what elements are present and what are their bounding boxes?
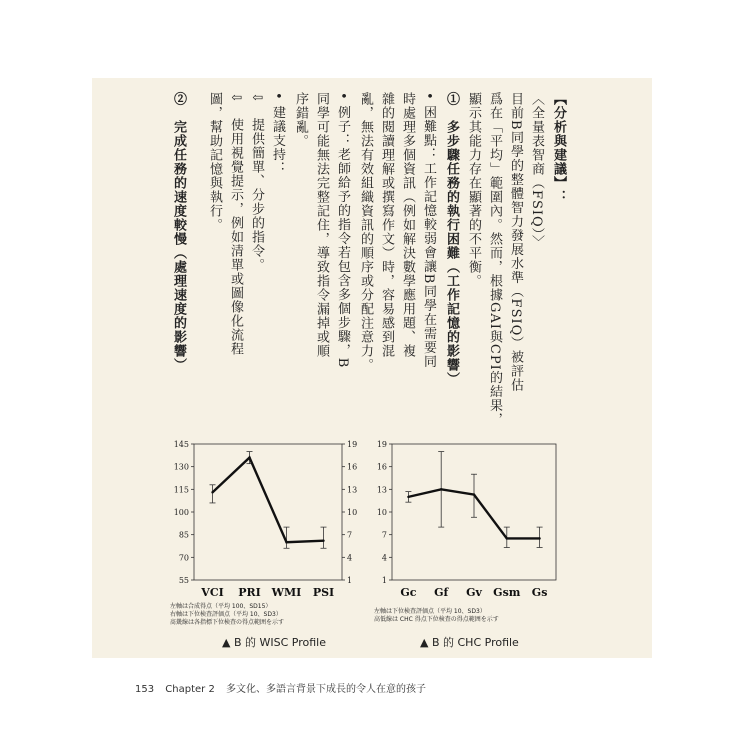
data-point bbox=[440, 488, 442, 490]
text-column-2: 〈全量表智商（FSIQ）〉 bbox=[528, 92, 544, 250]
text-column-1: 【分析與建議】： bbox=[550, 92, 566, 204]
data-point bbox=[407, 496, 409, 498]
text-column-7: • 困難點：工作記憶較弱會讓B同學在需要同 bbox=[420, 92, 436, 369]
text-column-5: 顯示其能力存在顯著的不平衡。 bbox=[465, 92, 481, 288]
right-tick-label: 7 bbox=[347, 530, 353, 540]
right-tick-label: 16 bbox=[347, 462, 358, 472]
left-tick-label: 130 bbox=[173, 462, 189, 472]
data-point bbox=[285, 541, 287, 543]
text-column-16: ⇩ 使用視覺提示，例如清單或圖像化流程 bbox=[227, 92, 243, 356]
page-footer bbox=[135, 680, 434, 695]
category-label: Gs bbox=[531, 586, 548, 599]
left-tick-label: 19 bbox=[376, 440, 387, 449]
right-tick-label: 4 bbox=[347, 553, 353, 563]
text-column-12: 同學可能無法完整記住，導致指令漏掉或順 bbox=[313, 92, 329, 358]
category-label: Gsm bbox=[493, 586, 521, 599]
chapter-label: Chapter 2 bbox=[165, 684, 215, 695]
left-tick-label: 1 bbox=[381, 576, 387, 585]
vertical-text-block bbox=[150, 92, 570, 432]
plot-frame bbox=[194, 444, 342, 580]
wisc-note-3: 髙㡬線は各指標下位検査の得点範囲を示す bbox=[170, 618, 285, 626]
text-column-10: 亂，無法有效組織資訊的順序或分配注意力。 bbox=[357, 92, 373, 372]
text-column-3: 目前B同學的整體智力發展水準（FSIQ）被評估 bbox=[507, 92, 523, 393]
text-column-11: • 例子：老師給予的指令若包含多個步驟，B bbox=[334, 92, 350, 369]
left-tick-label: 55 bbox=[178, 576, 189, 585]
category-label: Gc bbox=[400, 586, 417, 599]
text-column-17: 圖，幫助記憶與執行。 bbox=[206, 92, 222, 232]
data-point bbox=[322, 540, 324, 542]
wisc-caption: ▲ B 的 WISC Profile bbox=[222, 636, 326, 649]
left-tick-label: 13 bbox=[376, 485, 387, 495]
left-tick-label: 100 bbox=[173, 508, 189, 517]
category-label: Gv bbox=[466, 586, 482, 599]
data-point bbox=[473, 493, 475, 495]
left-tick-label: 4 bbox=[381, 553, 387, 563]
right-tick-label: 10 bbox=[347, 508, 358, 517]
chapter-title: 多文化、多語言背景下成長的令人在意的孩子 bbox=[226, 684, 426, 695]
chc-chart bbox=[372, 436, 562, 606]
text-column-18: ② 完成任務的速度較慢（處理速度的影響） bbox=[170, 92, 186, 372]
text-column-13: 序錯亂。 bbox=[292, 92, 308, 148]
wisc-note-1: 左軸は合成得点（平均 100、SD15） bbox=[170, 603, 272, 610]
data-point bbox=[506, 537, 508, 539]
chc-chart-svg bbox=[372, 436, 562, 606]
text-column-6: ① 多步驟任務的執行困難（工作記憶的影響） bbox=[443, 92, 459, 386]
right-tick-label: 13 bbox=[347, 485, 358, 495]
left-tick-label: 10 bbox=[376, 508, 387, 517]
category-label: PSI bbox=[312, 586, 335, 599]
data-point bbox=[211, 491, 213, 493]
data-point bbox=[248, 456, 250, 458]
left-tick-label: 145 bbox=[173, 440, 189, 449]
text-column-14: • 建議支持： bbox=[269, 92, 285, 176]
chc-note-2: 高低線は CHC 得点下位検査の得点範囲を示す bbox=[374, 615, 499, 623]
chc-note-1: 左軸は下位検査評価点（平均 10、SD3） bbox=[374, 608, 486, 615]
left-tick-label: 16 bbox=[376, 462, 387, 472]
chc-notes bbox=[374, 608, 499, 624]
category-label: Gf bbox=[434, 586, 449, 599]
right-tick-label: 1 bbox=[347, 576, 353, 585]
text-column-15: ⇩ 提供簡單、分步的指令。 bbox=[248, 92, 264, 272]
left-tick-label: 85 bbox=[178, 530, 189, 540]
chc-caption: ▲ B 的 CHC Profile bbox=[420, 636, 519, 649]
category-label: VCI bbox=[201, 586, 224, 599]
left-tick-label: 7 bbox=[381, 530, 387, 540]
data-point bbox=[538, 537, 540, 539]
wisc-chart bbox=[170, 436, 370, 606]
left-tick-label: 115 bbox=[173, 485, 189, 495]
series-line bbox=[213, 458, 324, 543]
wisc-note-2: 右軸は下位検査評価点（平均 10、SD3） bbox=[170, 610, 282, 618]
page-number: 153 bbox=[135, 684, 155, 695]
text-column-8: 時處理多個資訊（例如解決數學應用題、複 bbox=[399, 92, 415, 358]
left-tick-label: 70 bbox=[178, 553, 189, 563]
category-label: PRI bbox=[238, 586, 261, 599]
category-label: WMI bbox=[271, 586, 302, 599]
text-column-9: 雜的閱讀理解或撰寫作文）時，容易感到混 bbox=[378, 92, 394, 358]
right-tick-label: 19 bbox=[347, 440, 358, 449]
wisc-chart-svg bbox=[170, 436, 370, 606]
text-column-4: 爲在「平均」範圍內。然而，根據GAI與CPI的結果， bbox=[486, 92, 502, 427]
wisc-notes bbox=[170, 603, 284, 626]
